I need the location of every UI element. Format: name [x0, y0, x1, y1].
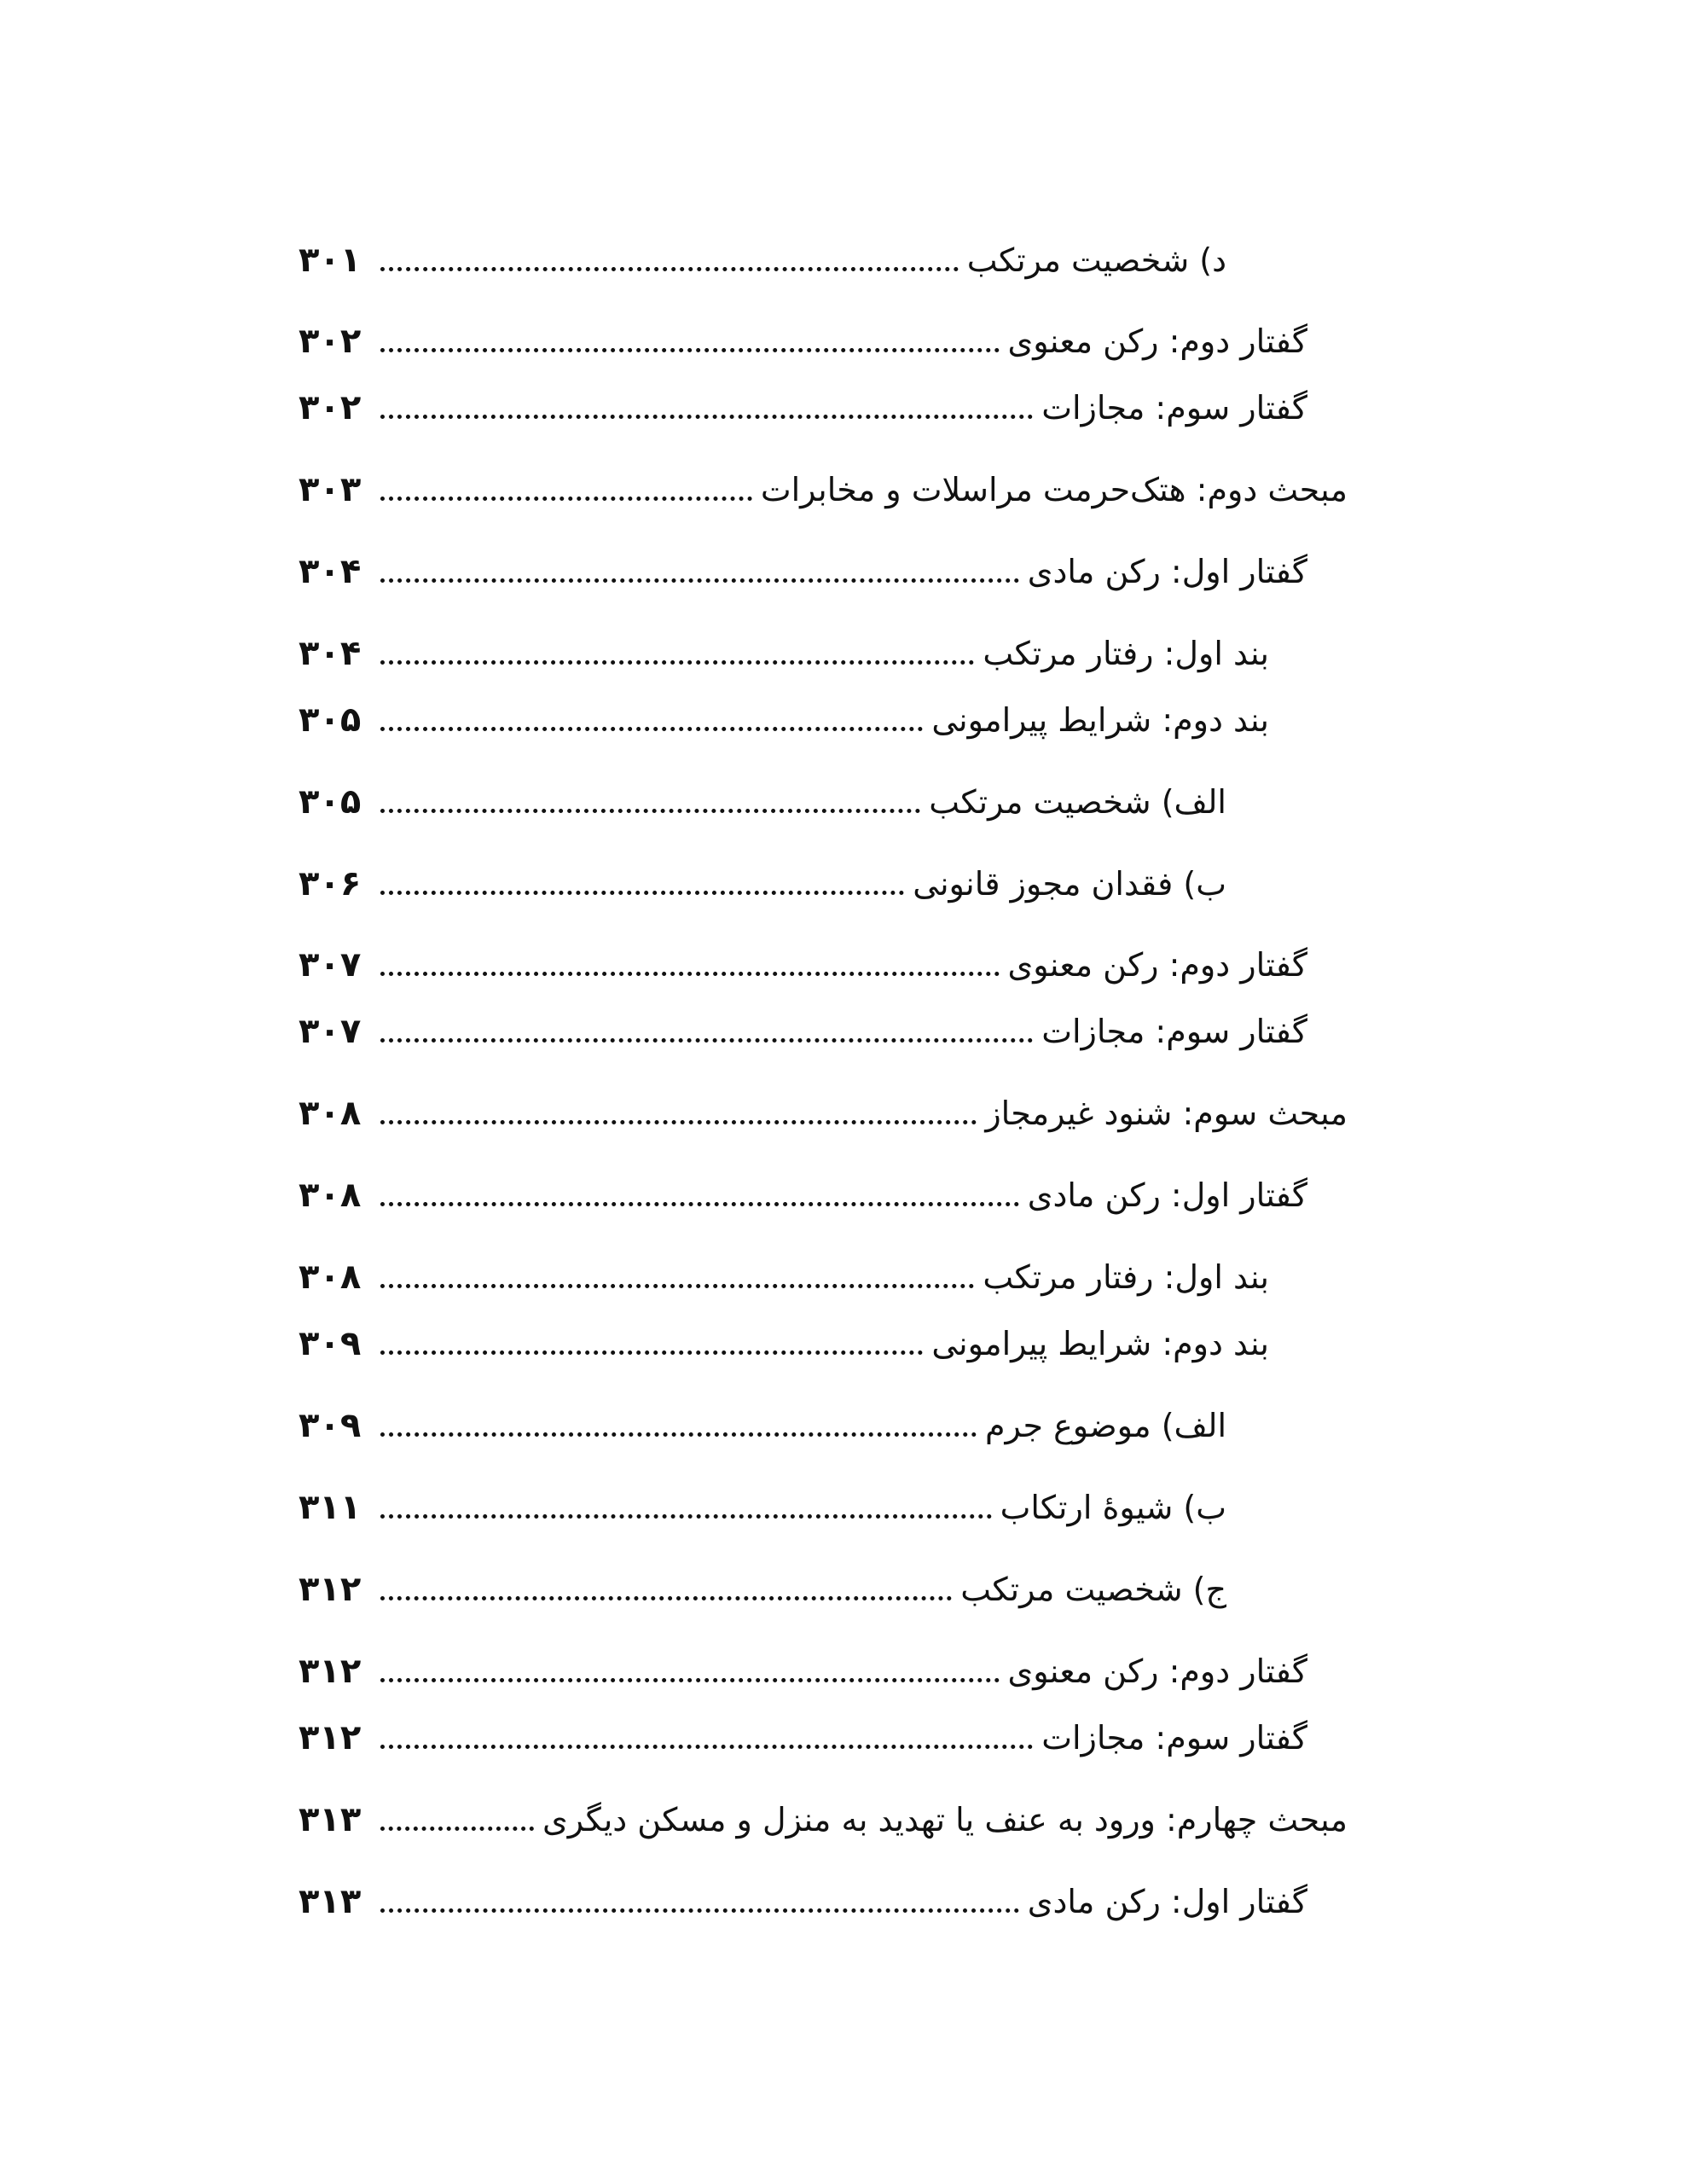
toc-entry-page: ۳۰۹: [299, 1406, 362, 1445]
dot-leader: [380, 1316, 923, 1371]
toc-entry-page: ۳۰۸: [299, 1176, 362, 1215]
toc-entry-page: ۳۰۷: [299, 1012, 362, 1051]
dot-leader: [380, 1086, 977, 1141]
toc-entry[interactable]: [299, 1711, 1307, 1765]
toc-entry[interactable]: [299, 1874, 1307, 1929]
toc-entry-page: ۳۰۵: [299, 700, 362, 740]
toc-entry-title: مبحث دوم: هتک‌حرمت مراسلات و مخابرات: [760, 471, 1348, 508]
toc-entry-title: مبحث چهارم: ورود به عنف یا تهدید به منزل و مسکن دیگری: [542, 1801, 1348, 1838]
toc-entry[interactable]: [299, 544, 1307, 599]
toc-entry[interactable]: [299, 462, 1348, 517]
toc-entry[interactable]: [299, 314, 1307, 369]
dot-leader: [380, 462, 752, 517]
toc-entry-page: ۳۱۲: [299, 1570, 362, 1609]
toc-entry-title: بند دوم: شرایط پیرامونی: [931, 1325, 1269, 1362]
toc-entry[interactable]: [299, 1168, 1307, 1223]
toc-entry-page: ۳۰۸: [299, 1258, 362, 1297]
toc-entry-title: مبحث سوم: شنود غیرمجاز: [985, 1095, 1348, 1132]
toc-entry-page: ۳۰۴: [299, 552, 362, 591]
toc-entry[interactable]: [299, 1004, 1307, 1059]
toc-entry-page: ۳۱۲: [299, 1652, 362, 1691]
toc-entry[interactable]: [299, 775, 1226, 829]
toc-entry-page: ۳۰۶: [299, 864, 362, 903]
toc-entry-title: گفتار دوم: رکن معنوی: [1007, 946, 1307, 984]
toc-entry-title: گفتار دوم: رکن معنوی: [1007, 1653, 1307, 1690]
toc-entry[interactable]: [299, 380, 1307, 435]
dot-leader: [380, 775, 920, 829]
toc-entry-page: ۳۰۱: [299, 241, 362, 280]
toc-entry-title: گفتار سوم: مجازات: [1041, 389, 1307, 427]
toc-entry-title: گفتار سوم: مجازات: [1041, 1719, 1307, 1757]
toc-entry-title: د) شخصیت مرتکب: [966, 241, 1226, 279]
toc-entry[interactable]: [299, 857, 1226, 911]
dot-leader: [380, 938, 1000, 992]
toc-entry[interactable]: [299, 233, 1226, 288]
toc-entry-title: بند دوم: شرایط پیرامونی: [931, 701, 1269, 739]
toc-entry-title: گفتار اول: رکن مادی: [1027, 553, 1307, 590]
toc-entry-title: گفتار دوم: رکن معنوی: [1007, 322, 1307, 360]
toc-entry-title: ب) فقدان مجوز قانونی: [913, 865, 1226, 903]
dot-leader: [380, 233, 959, 288]
toc-entry-page: ۳۰۵: [299, 782, 362, 822]
dot-leader: [380, 1711, 1033, 1765]
toc-entry[interactable]: [299, 1398, 1226, 1453]
toc-entry-page: ۳۰۷: [299, 945, 362, 985]
toc-entry[interactable]: [299, 1562, 1226, 1617]
toc-entry[interactable]: [299, 1316, 1269, 1371]
toc-entry-title: الف) شخصیت مرتکب: [929, 783, 1226, 821]
toc-entry[interactable]: [299, 1792, 1348, 1847]
dot-leader: [380, 314, 1000, 369]
dot-leader: [380, 1004, 1033, 1059]
toc-entry-title: بند اول: رفتار مرتکب: [983, 635, 1269, 672]
toc-entry-title: گفتار سوم: مجازات: [1041, 1013, 1307, 1050]
dot-leader: [380, 544, 1019, 599]
toc-entry[interactable]: [299, 938, 1307, 992]
toc-entry-page: ۳۰۲: [299, 388, 362, 427]
toc-entry-page: ۳۱۱: [299, 1488, 362, 1527]
toc-entry[interactable]: [299, 1644, 1307, 1699]
dot-leader: [380, 857, 904, 911]
dot-leader: [380, 1398, 977, 1453]
toc-entry[interactable]: [299, 1086, 1348, 1141]
toc-entry-page: ۳۰۲: [299, 322, 362, 361]
toc-entry[interactable]: [299, 1250, 1269, 1304]
dot-leader: [380, 1250, 974, 1304]
toc-entry-title: ب) شیوهٔ ارتکاب: [1000, 1489, 1226, 1526]
dot-leader: [380, 693, 923, 747]
toc-entry[interactable]: [299, 693, 1269, 747]
toc-entry-page: ۳۱۳: [299, 1800, 362, 1839]
toc-entry-title: ج) شخصیت مرتکب: [960, 1571, 1226, 1608]
toc-entry-page: ۳۰۹: [299, 1324, 362, 1363]
toc-entry-title: بند اول: رفتار مرتکب: [983, 1258, 1269, 1296]
toc-entry-page: ۳۰۳: [299, 470, 362, 509]
toc-entry-page: ۳۰۴: [299, 634, 362, 673]
dot-leader: [380, 1168, 1019, 1223]
dot-leader: [380, 1562, 952, 1617]
dot-leader: [380, 1792, 534, 1847]
toc-entry-page: ۳۱۲: [299, 1718, 362, 1757]
dot-leader: [380, 1874, 1019, 1929]
dot-leader: [380, 1480, 992, 1535]
dot-leader: [380, 1644, 1000, 1699]
toc-entry[interactable]: [299, 1480, 1226, 1535]
toc-entry-title: گفتار اول: رکن مادی: [1027, 1176, 1307, 1214]
dot-leader: [380, 626, 974, 681]
dot-leader: [380, 380, 1033, 435]
toc-entry-page: ۳۱۳: [299, 1882, 362, 1921]
toc-entry[interactable]: [299, 626, 1269, 681]
toc-entry-title: گفتار اول: رکن مادی: [1027, 1883, 1307, 1920]
toc-entry-title: الف) موضوع جرم: [985, 1407, 1226, 1444]
toc-entry-page: ۳۰۸: [299, 1094, 362, 1133]
